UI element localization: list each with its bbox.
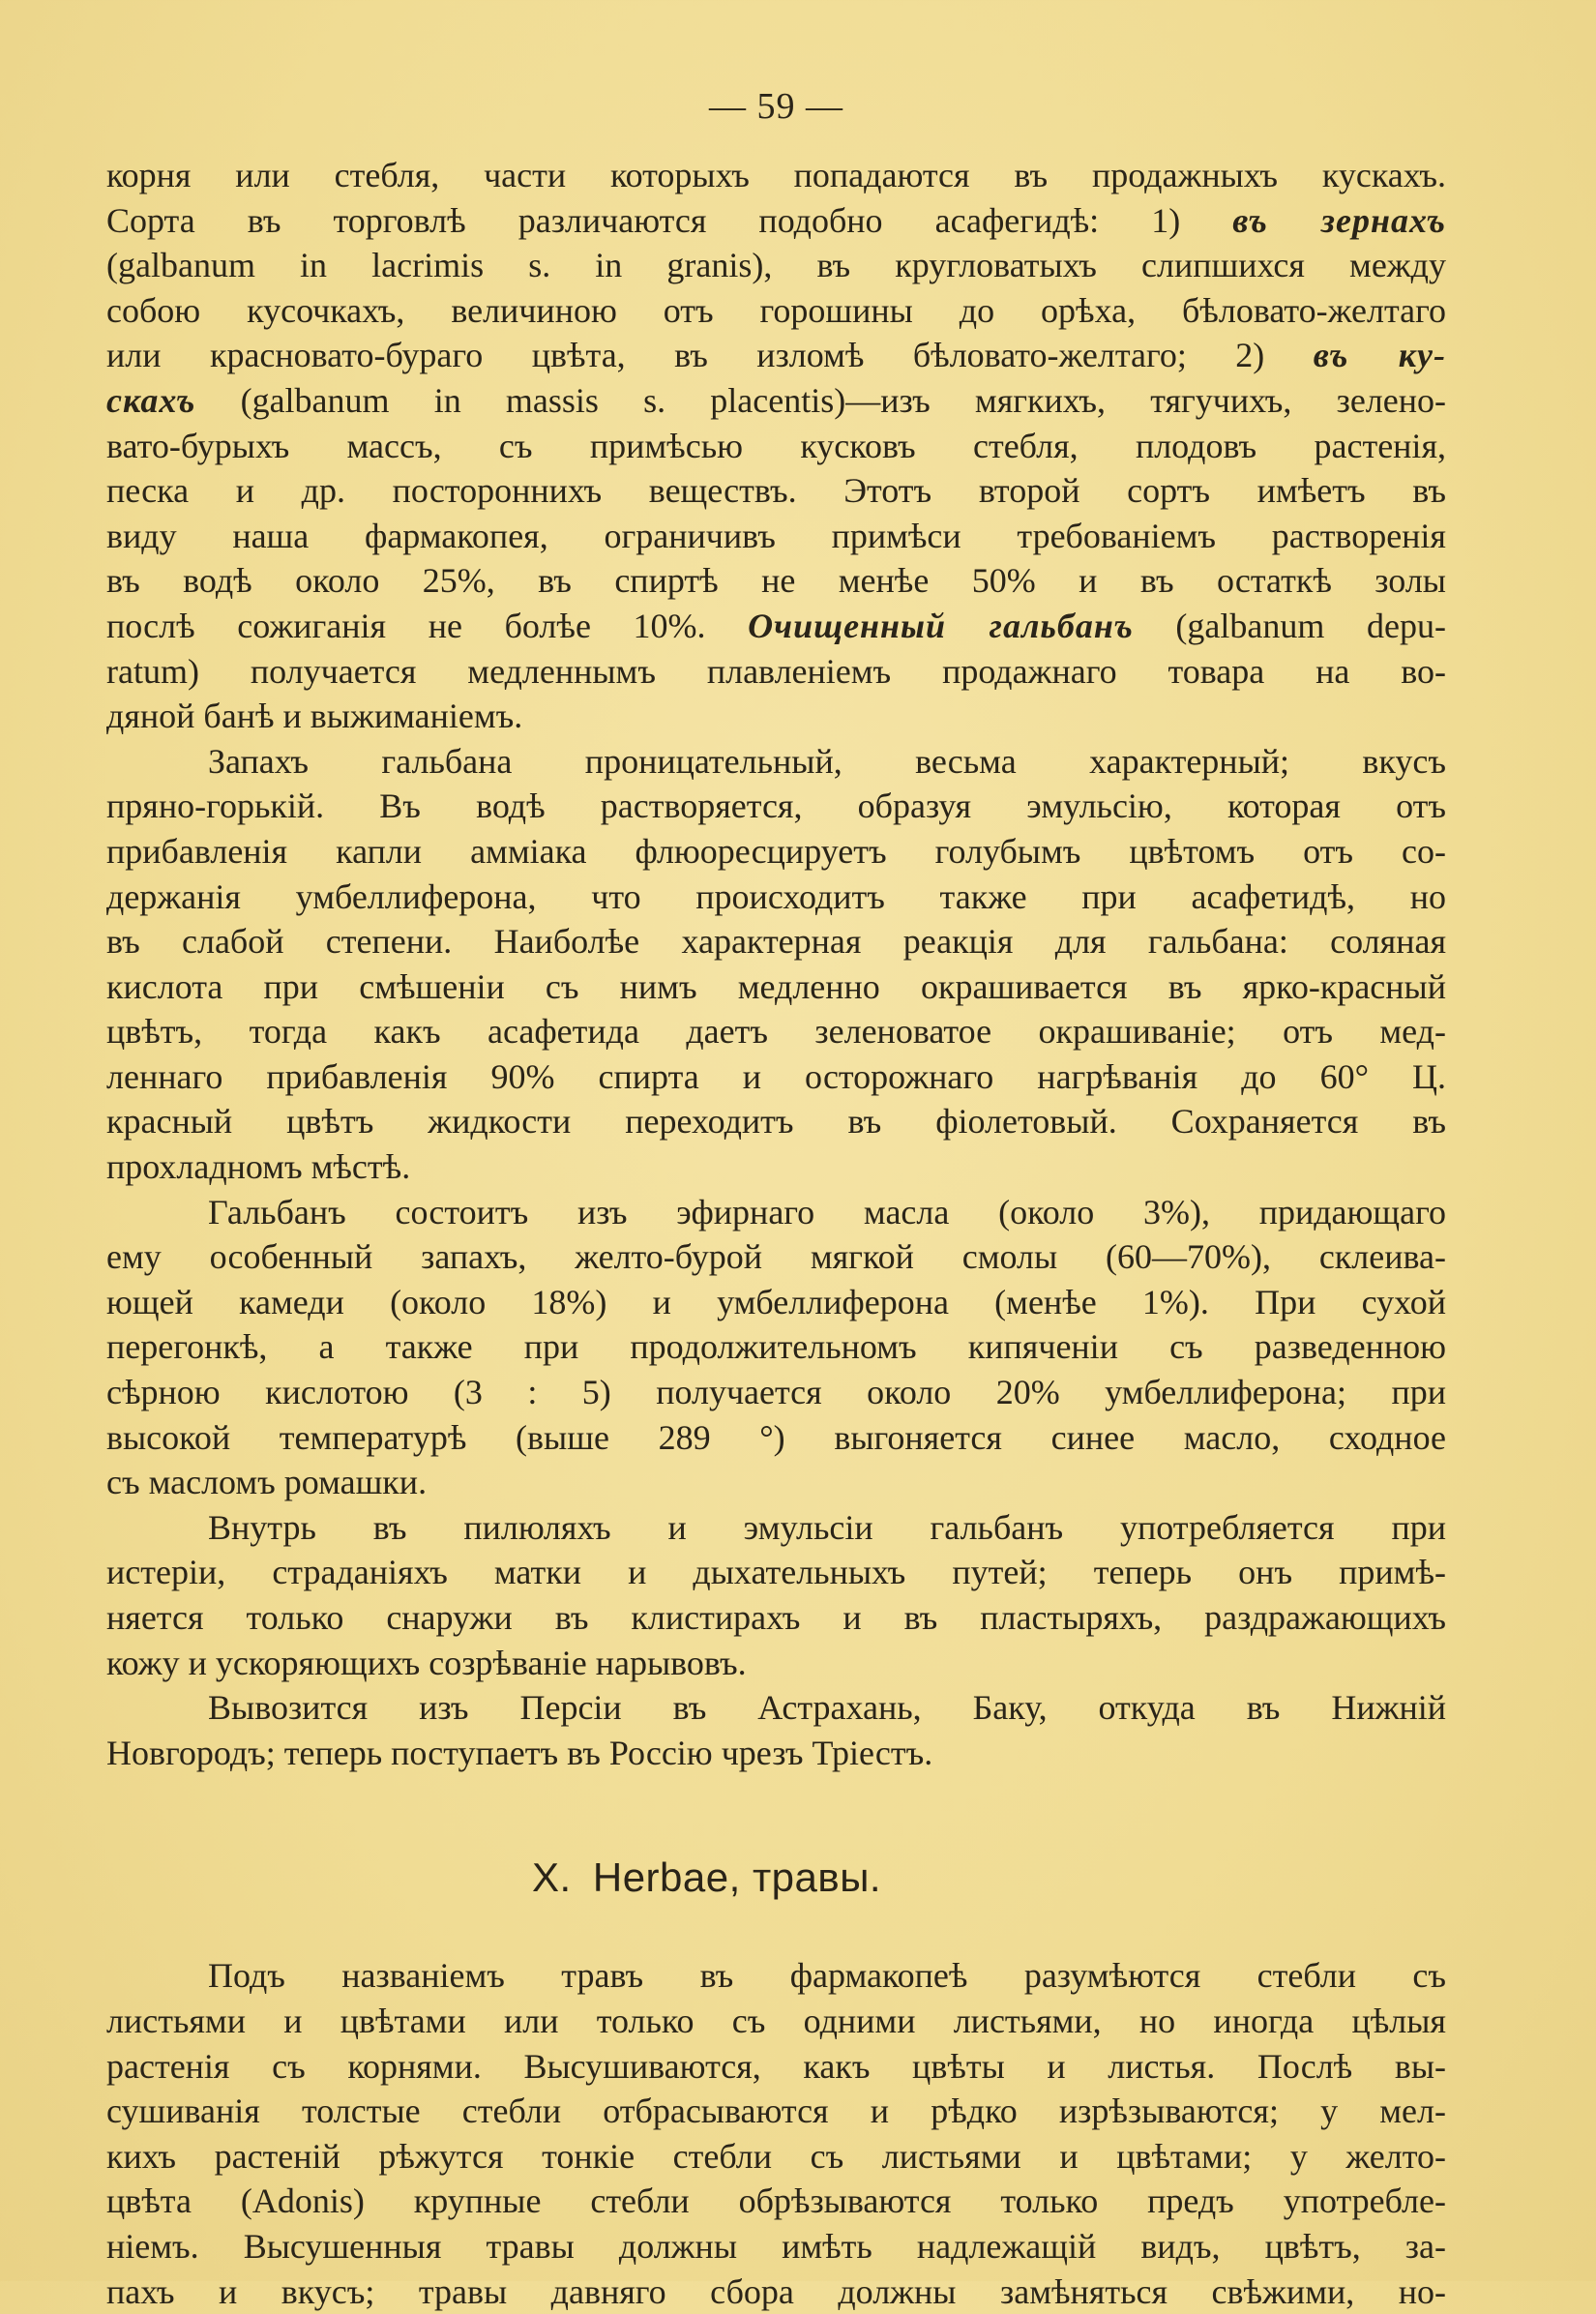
- text-line: Сорта въ торговлѣ различаются подобно асафегидѣ: 1) въ зернахъ: [106, 200, 1446, 240]
- text-line: ему особенный запахъ, желто-бурой мягкой смолы (60—70%), склеива-: [106, 1237, 1446, 1277]
- section-title: Herbae, травы.: [592, 1854, 882, 1901]
- paragraph-import: [106, 1685, 1446, 1775]
- text-line: ratum) получается медленнымъ плавленіемъ продажнаго товара на во-: [106, 651, 1446, 691]
- text-line: сушиванія толстые стебли отбрасываются и рѣдко изрѣзываются; у мел-: [106, 2092, 1446, 2131]
- text-line: Гальбанъ состоитъ изъ эфирнаго масла (около 3%), придающаго: [208, 1192, 1446, 1231]
- paragraph-herbs-definition: [106, 1953, 1446, 2314]
- text-line: скахъ (galbanum in massis s. placentis)—изъ мягкихъ, тягучихъ, зелено-: [106, 380, 1446, 420]
- text-line: собою кусочкахъ, величиною отъ горошины до орѣха, бѣловато-желтаго: [106, 290, 1446, 330]
- text-line: кожу и ускоряющихъ созрѣваніе нарывовъ.: [106, 1643, 747, 1682]
- text-line: (galbanum in lacrimis s. in granis), въ кругловатыхъ слипшихся между: [106, 246, 1446, 285]
- paragraph-galbanum-sorts: [106, 153, 1446, 739]
- text-line: прибавленія капли амміака флюоресцируетъ голубымъ цвѣтомъ отъ со-: [106, 831, 1446, 871]
- page-number: — 59 —: [709, 86, 843, 127]
- text-line: кихъ растеній рѣжутся тонкіе стебли съ листьями и цвѣтами; у желто-: [106, 2136, 1446, 2176]
- text-line: цвѣта (Adonis) крупные стебли обрѣзываются только предъ употребле-: [106, 2181, 1446, 2221]
- text-line: истеріи, страданіяхъ матки и дыхательныхъ путей; теперь онъ примѣ-: [106, 1553, 1446, 1592]
- text-line: Вывозится изъ Персіи въ Астрахань, Баку, откуда въ Нижній: [208, 1688, 1446, 1728]
- text-line: цвѣтъ, тогда какъ асафетида даетъ зеленоватое окрашиваніе; отъ мед-: [106, 1012, 1446, 1052]
- text-line: виду наша фармакопея, ограничивъ примѣси требованіемъ растворенія: [106, 516, 1446, 555]
- text-line: въ слабой степени. Наиболѣе характерная реакція для гальбана: соляная: [106, 922, 1446, 962]
- section-heading: [106, 1849, 1446, 1907]
- text-line: съ масломъ ромашки.: [106, 1463, 428, 1502]
- text-line: пахъ и вкусъ; травы давняго сбора должны замѣняться свѣжими, но-: [106, 2271, 1446, 2311]
- text-line: песка и др. постороннихъ веществъ. Этотъ второй сортъ имѣетъ въ: [106, 471, 1446, 511]
- text-line: Внутрь въ пилюляхъ и эмульсіи гальбанъ употребляется при: [208, 1507, 1446, 1547]
- text-line: листьями и цвѣтами или только съ одними листьями, но иногда цѣлыя: [106, 2001, 1446, 2040]
- term-purified-galbanum: Очищенный гальбанъ: [748, 606, 1134, 645]
- text-line: Подъ названіемъ травъ въ фармакопеѣ разумѣются стебли съ: [208, 1956, 1446, 1996]
- text-line: Запахъ гальбана проницательный, весьма характерный; вкусъ: [208, 741, 1446, 781]
- text-line: высокой температурѣ (выше 289 °) выгоняется синее масло, сходное: [106, 1417, 1446, 1457]
- text-line: ющей камеди (около 18%) и умбеллиферона (менѣе 1%). При сухой: [106, 1282, 1446, 1321]
- term-in-pieces-cont: скахъ: [106, 380, 196, 420]
- text-line: или красновато-бураго цвѣта, въ изломѣ бѣловато-желтаго; 2) въ ку-: [106, 336, 1446, 375]
- text-line: корня или стебля, части которыхъ попадаются въ продажныхъ кускахъ.: [106, 156, 1446, 194]
- paragraph-odor-reactions: [106, 739, 1446, 1190]
- text-line: перегонкѣ, а также при продолжительномъ кипяченіи съ разведенною: [106, 1327, 1446, 1367]
- text-line: леннаго прибавленія 90% спирта и осторожнаго нагрѣванія до 60° Ц.: [106, 1056, 1446, 1096]
- paragraph-composition: [106, 1190, 1446, 1505]
- document-page: [106, 77, 1446, 2311]
- text-line: въ водѣ около 25%, въ спиртѣ не менѣе 50% и въ остаткѣ золы: [106, 561, 1446, 601]
- term-in-grains: въ зернахъ: [1232, 200, 1446, 240]
- text-line: послѣ сожиганія не болѣе 10%. Очищенный гальбанъ (galbanum depu-: [106, 606, 1446, 645]
- text-line: вато-бурыхъ массъ, съ примѣсью кусковъ стебля, плодовъ растенія,: [106, 426, 1446, 465]
- text-line: прохладномъ мѣстѣ.: [106, 1147, 411, 1187]
- text-line: дяной банѣ и выжиманіемъ.: [106, 697, 523, 736]
- text-line: держанія умбеллиферона, что происходитъ также при асафетидѣ, но: [106, 876, 1446, 916]
- text-line: кислота при смѣшеніи съ нимъ медленно окрашивается въ ярко-красный: [106, 966, 1446, 1006]
- text-line: няется только снаружи въ клистирахъ и въ пластыряхъ, раздражающихъ: [106, 1598, 1446, 1637]
- term-in-pieces: въ ку-: [1313, 336, 1446, 375]
- text-line: красный цвѣтъ жидкости переходитъ въ фіолетовый. Сохраняется въ: [106, 1102, 1446, 1142]
- text-line: растенія съ корнями. Высушиваются, какъ цвѣты и листья. Послѣ вы-: [106, 2046, 1446, 2086]
- text-line: сѣрною кислотою (3 : 5) получается около 20% умбеллиферона; при: [106, 1373, 1446, 1412]
- section-number: X.: [532, 1854, 572, 1901]
- text-line: ніемъ. Высушенныя травы должны имѣть надлежащій видъ, цвѣтъ, за-: [106, 2226, 1446, 2266]
- paragraph-usage: [106, 1505, 1446, 1685]
- text-line: пряно-горькій. Въ водѣ растворяется, образуя эмульсію, которая отъ: [106, 786, 1446, 826]
- text-line: Новгородъ; теперь поступаетъ въ Россію чрезъ Тріестъ.: [106, 1733, 933, 1772]
